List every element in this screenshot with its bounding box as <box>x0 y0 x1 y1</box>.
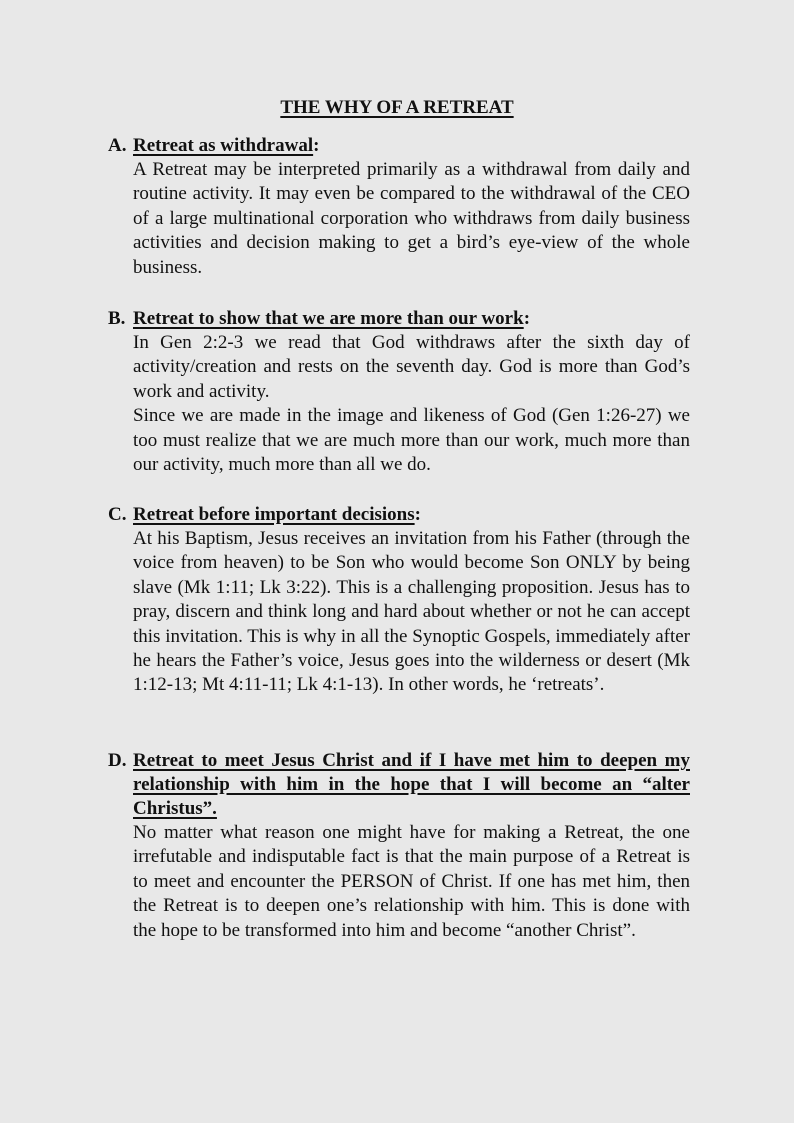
section-body <box>133 527 690 698</box>
paragraph: At his Baptism, Jesus receives an invitation from his Father (through the voice from heaven) to be Son who would become Son ONLY by being slave (Mk 1:11; Lk 3:22). This is a challenging proposition. Jesus has to pray, discern and think long and hard about whether or not he can accept this invitation. This is why in all the Synoptic Gospels, immediately after he hears the Father’s voice, Jesus goes into the wilderness or desert (Mk 1:12-13; Mt 4:11-11; Lk 4:1-13). In other words, he ‘retreats’. <box>133 528 690 696</box>
section-heading <box>108 307 690 331</box>
paragraph: In Gen 2:2-3 we read that God withdraws after the sixth day of activity/creation and rests on the seventh day. God is more than God’s work and activity. <box>133 332 690 402</box>
page-title: THE WHY OF A RETREAT <box>280 97 514 118</box>
section-letter: A. <box>108 135 127 156</box>
paragraph: Since we are made in the image and likeness of God (Gen 1:26-27) we too must realize that we are much more than our work, much more than our activity, much more than all we do. <box>133 405 690 476</box>
section-body <box>133 158 690 280</box>
section-title: Retreat before important decisions: <box>133 504 421 525</box>
section-title: Retreat to meet Jesus Christ and if I have met him to deepen my relationship with him in the hope that I will become an “alter Christus”. <box>133 750 690 819</box>
section-heading <box>108 134 690 158</box>
section-letter: B. <box>108 308 126 329</box>
section-letter: D. <box>108 750 127 771</box>
section-body <box>133 331 690 477</box>
section-title: Retreat as withdrawal: <box>133 135 320 156</box>
section-body <box>133 821 690 943</box>
section-heading <box>108 749 690 821</box>
section-d <box>108 749 690 943</box>
section-title: Retreat to show that we are more than our work: <box>133 308 531 329</box>
section-c <box>108 503 690 698</box>
paragraph: A Retreat may be interpreted primarily as a withdrawal from daily and routine activity. It may even be compared to the withdrawal of the CEO of a large multinational corporation who withdraws from daily business activities and decision making to get a bird’s eye-view of the whole business. <box>133 159 690 278</box>
section-a <box>108 134 690 280</box>
section-letter: C. <box>108 504 127 525</box>
section-heading <box>108 503 690 527</box>
section-b <box>108 307 690 477</box>
paragraph: No matter what reason one might have for making a Retreat, the one irrefutable and indisputable fact is that the main purpose of a Retreat is to meet and encounter the PERSON of Christ. If one has met him, then the Retreat is to deepen one’s relationship with him. This is done with the hope to be transformed into him and become “another Christ”. <box>133 822 690 941</box>
